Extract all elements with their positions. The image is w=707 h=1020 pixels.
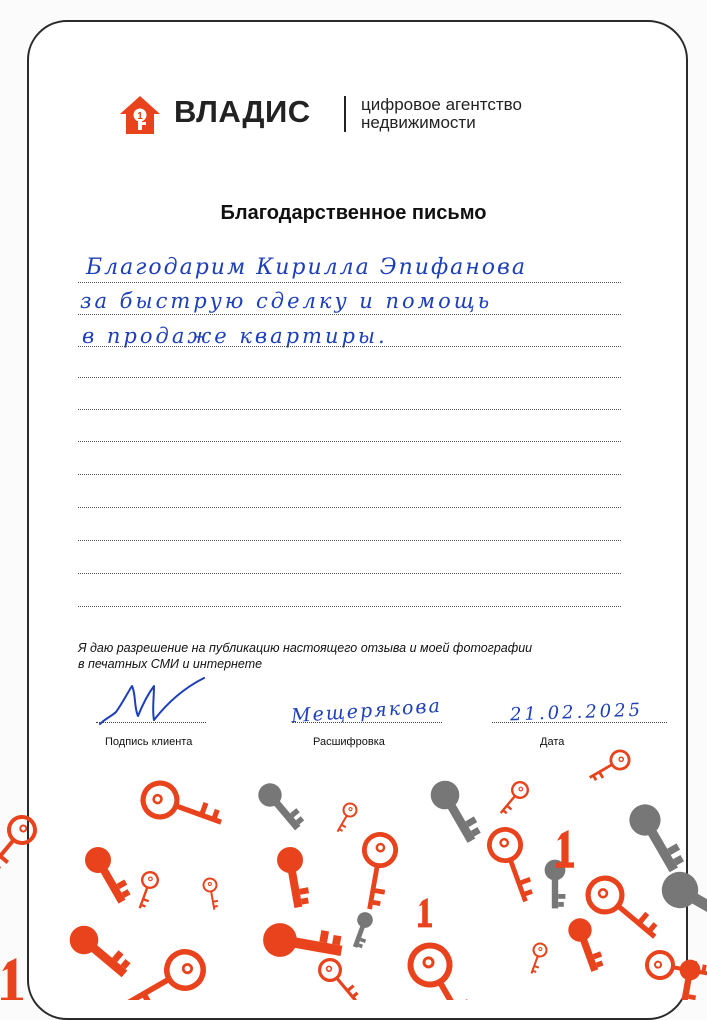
- decoding-label: Расшифровка: [313, 736, 385, 748]
- logo-divider: [344, 96, 346, 132]
- writing-line: [78, 314, 621, 315]
- writing-line: [78, 474, 621, 475]
- handwritten-line-3: в продаже квартиры.: [82, 324, 388, 348]
- consent-line-2: в печатных СМИ и интернете: [78, 657, 263, 671]
- house-key-logo-icon: [118, 94, 162, 136]
- brand-tagline-line2: недвижимости: [361, 113, 476, 132]
- decoding-line: [292, 722, 442, 723]
- handwritten-line-2: за быструю сделку и помощь: [80, 289, 493, 313]
- writing-line: [78, 540, 621, 541]
- decorative-key-pattern: [0, 740, 707, 1000]
- writing-line: [78, 573, 621, 574]
- publication-consent: [78, 640, 532, 672]
- client-signature-line: [96, 722, 206, 723]
- writing-line: [78, 346, 621, 347]
- writing-line: [78, 282, 621, 283]
- writing-line: [78, 606, 621, 607]
- date-value: 21.02.2025: [509, 699, 644, 726]
- svg-text:1: 1: [137, 111, 143, 122]
- client-signature-label: Подпись клиента: [105, 736, 193, 748]
- handwritten-line-1: Благодарим Кирилла Эпифанова: [86, 255, 527, 280]
- letter-title: Благодарственное письмо: [220, 202, 487, 224]
- brand-name: ВЛАДИС: [174, 94, 311, 129]
- writing-line: [78, 409, 621, 410]
- date-label: Дата: [540, 736, 565, 748]
- date-line: [492, 722, 667, 723]
- consent-line-1: Я даю разрешение на публикацию настоящего отзыва и моей фотографии: [78, 641, 533, 655]
- writing-line: [78, 441, 621, 442]
- brand-tagline-line1: цифровое агентство: [361, 95, 522, 114]
- decoding-value: Мещерякова: [290, 694, 443, 728]
- brand-tagline: [361, 96, 522, 132]
- writing-line: [78, 507, 621, 508]
- writing-line: [78, 377, 621, 378]
